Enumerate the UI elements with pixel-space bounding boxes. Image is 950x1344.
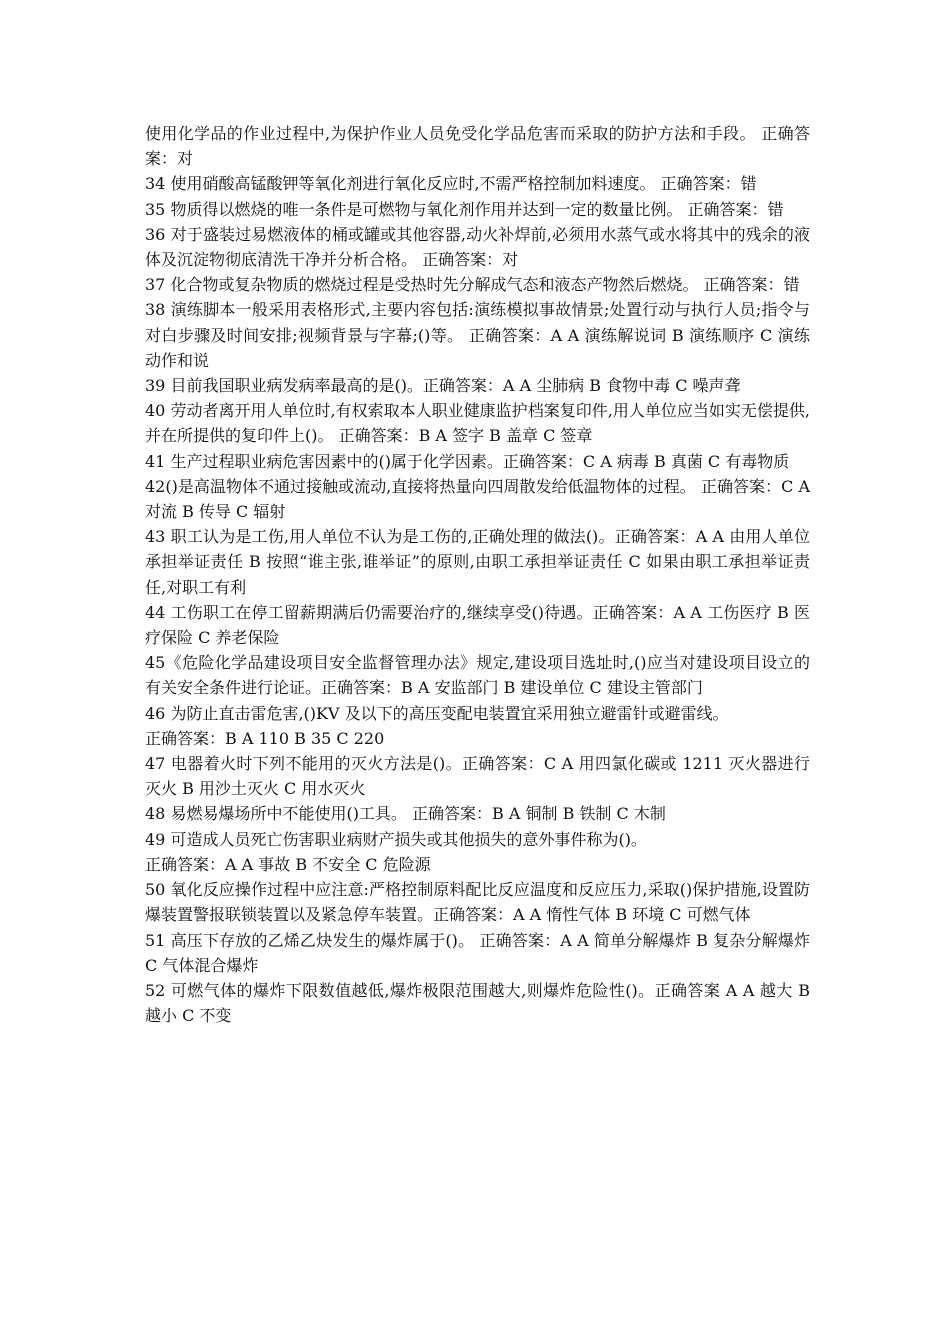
paragraph: 41 生产过程职业病危害因素中的()属于化学因素。正确答案：C A 病毒 B 真菌 C 有毒物质 — [145, 451, 790, 471]
paragraph: 50 氧化反应操作过程中应注意:严格控制原料配比反应温度和反应压力,采取()保护措施,设置防爆装置警报联锁装置以及紧急停车装置。正确答案：A A 惰性气体 B 环境 C 可燃气体 — [145, 880, 810, 925]
paragraph: 51 高压下存放的乙烯乙炔发生的爆炸属于()。 正确答案：A A 简单分解爆炸 B 复杂分解爆炸 C 气体混合爆炸 — [145, 930, 810, 975]
paragraph: 使用化学品的作业过程中,为保护作业人员免受化学品危害而采取的防护方法和手段。 正确答案：对 — [145, 124, 810, 169]
paragraph: 48 易燃易爆场所中不能使用()工具。 正确答案：B A 铜制 B 铁制 C 木制 — [145, 804, 666, 824]
paragraph: 47 电器着火时下列不能用的灭火方法是()。正确答案：C A 用四氯化碳或 1211 灭火器进行灭火 B 用沙土灭火 C 用水灭火 — [145, 754, 810, 799]
paragraph: 40 劳动者离开用人单位时,有权索取本人职业健康监护档案复印件,用人单位应当如实无偿提供,并在所提供的复印件上()。 正确答案：B A 签字 B 盖章 C 签章 — [145, 401, 810, 446]
paragraph: 正确答案：B A 110 B 35 C 220 — [145, 728, 385, 748]
paragraph: 39 目前我国职业病发病率最高的是()。正确答案：A A 尘肺病 B 食物中毒 C 噪声聋 — [145, 376, 741, 396]
paragraph: 35 物质得以燃烧的唯一条件是可燃物与氧化剂作用并达到一定的数量比例。 正确答案：错 — [145, 199, 784, 219]
paragraph: 44 工伤职工在停工留薪期满后仍需要治疗的,继续享受()待遇。正确答案：A A 工伤医疗 B 医疗保险 C 养老保险 — [145, 602, 810, 648]
paragraph: 37 化合物或复杂物质的燃烧过程是受热时先分解成气态和液态产物然后燃烧。 正确答案：错 — [145, 275, 800, 295]
paragraph: 45《危险化学品建设项目安全监督管理办法》规定,建设项目选址时,()应当对建设项目设立的有关安全条件进行论证。正确答案：B A 安监部门 B 建设单位 C 建设主管部门 — [145, 653, 810, 698]
paragraph: 43 职工认为是工伤,用人单位不认为是工伤的,正确处理的做法()。正确答案：A A 由用人单位承担举证责任 B 按照“谁主张,谁举证”的原则,由职工承担举证责任 C 如果由职工承担举证责任,对职工有利 — [145, 527, 810, 597]
paragraph: 42()是高温物体不通过接触或流动,直接将热量向四周散发给低温物体的过程。 正确答案：C A 对流 B 传导 C 辐射 — [145, 476, 810, 522]
paragraph: 46 为防止直击雷危害,()KV 及以下的高压变配电装置宜采用独立避雷针或避雷线。 — [145, 703, 729, 723]
paragraph: 36 对于盛装过易燃液体的桶或罐或其他容器,动火补焊前,必须用水蒸气或水将其中的残余的液体及沉淀物彻底清洗干净并分析合格。 正确答案：对 — [145, 224, 810, 270]
document-body — [145, 121, 810, 1028]
paragraph: 正确答案：A A 事故 B 不安全 C 危险源 — [145, 854, 431, 874]
paragraph: 49 可造成人员死亡伤害职业病财产损失或其他损失的意外事件称为()。 — [145, 829, 647, 849]
paragraph: 52 可燃气体的爆炸下限数值越低,爆炸极限范围越大,则爆炸危险性()。正确答案 A A 越大 B 越小 C 不变 — [145, 980, 810, 1026]
paragraph: 34 使用硝酸高锰酸钾等氧化剂进行氧化反应时,不需严格控制加料速度。 正确答案：错 — [145, 174, 757, 194]
paragraph: 38 演练脚本一般采用表格形式,主要内容包括:演练模拟事故情景;处置行动与执行人员;指令与对白步骤及时间安排;视频背景与字幕;()等。 正确答案：A A 演练解说词 B 演练顺序 C 演练动作和说 — [145, 300, 810, 370]
